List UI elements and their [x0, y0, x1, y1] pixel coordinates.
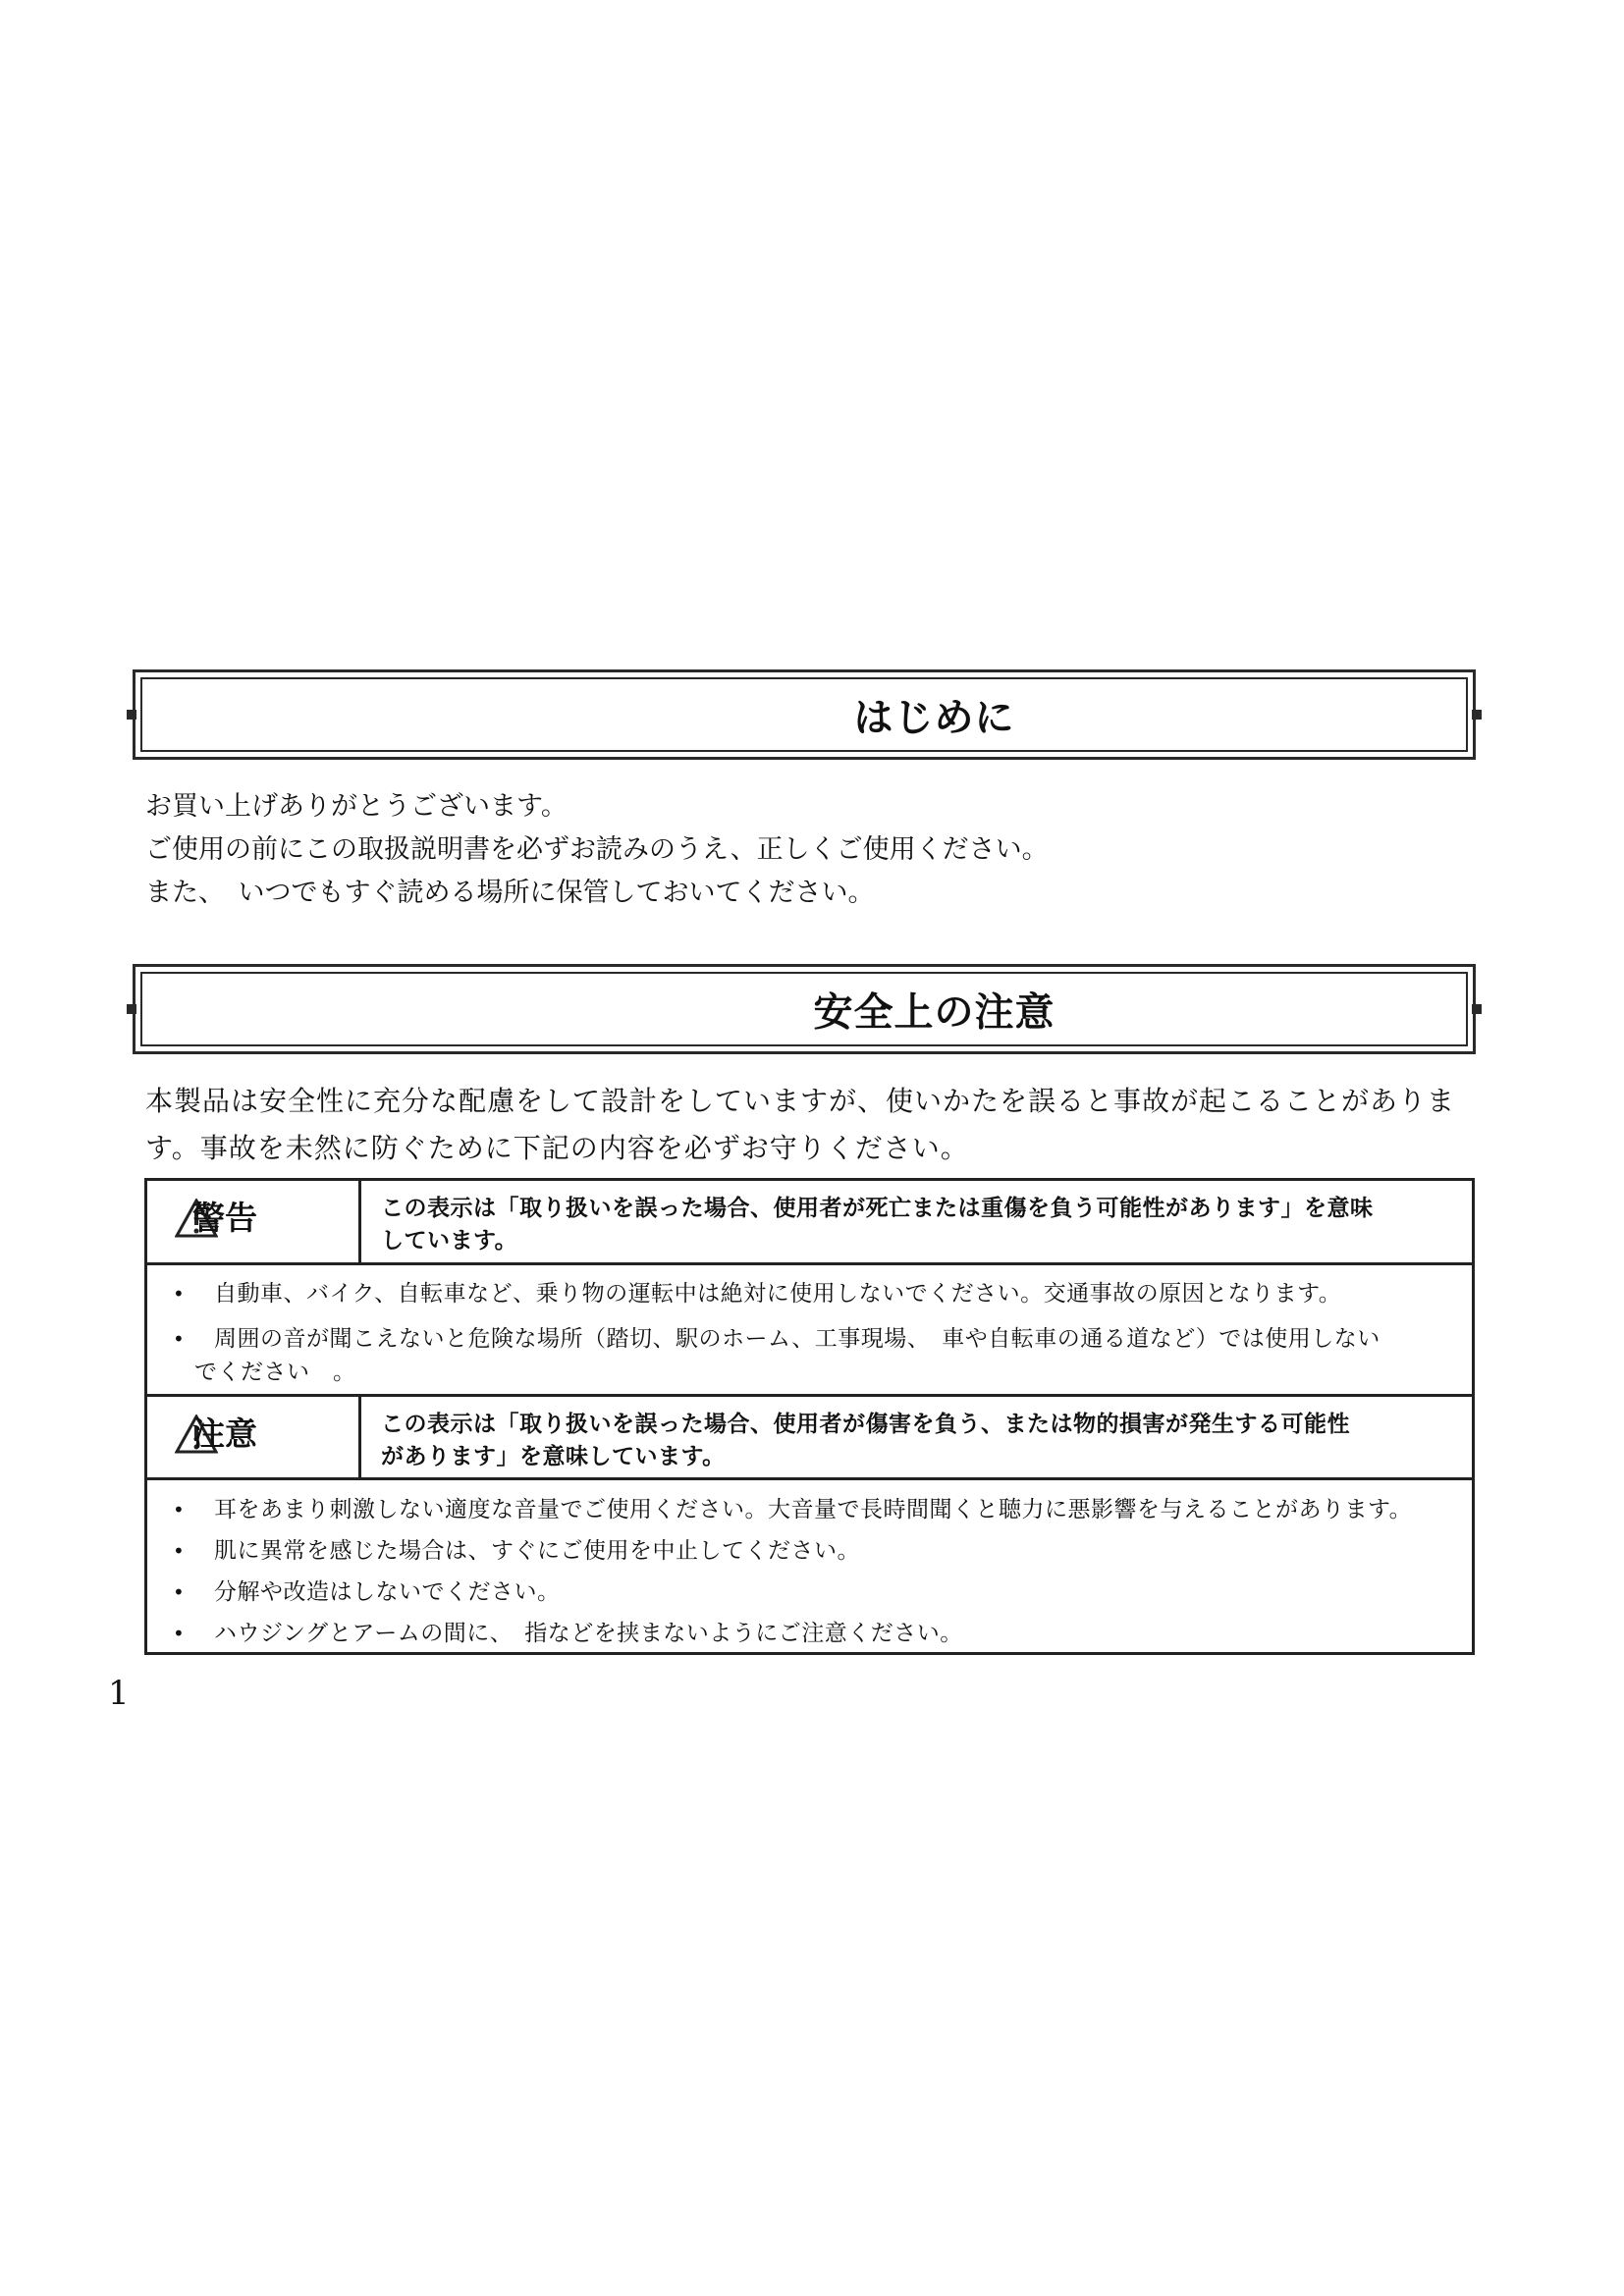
caution-item-text-4: ハウジングとアームの間に、 指などを挟まないようにご注意ください。	[214, 1621, 963, 1646]
caution-item-text-2: 肌に異常を感じた場合は、すぐにご使用を中止してください。	[214, 1538, 860, 1564]
safety-notice-table	[144, 1178, 1475, 1655]
safety-intro-paragraph	[145, 1078, 1540, 1172]
caution-item-text-3: 分解や改造はしないでください。	[214, 1579, 561, 1605]
warning-item-text-3: でください 。	[194, 1360, 356, 1385]
caution-items	[147, 1493, 1472, 1650]
bullet-icon: •	[173, 1539, 186, 1563]
page-number: 1	[108, 1674, 130, 1713]
safety-intro-line-2: す。事故を未然に防ぐために下記の内容を必ずお守りください。	[145, 1132, 969, 1164]
intro-heading: はじめに	[853, 695, 1015, 741]
caution-label: 注意	[192, 1415, 257, 1453]
caution-description	[381, 1409, 1500, 1473]
bullet-icon: •	[173, 1327, 186, 1351]
warning-desc-line-2: しています。	[381, 1228, 518, 1254]
caution-item	[147, 1534, 1472, 1568]
safety-heading-banner	[133, 964, 1476, 1054]
warning-label: 警告	[192, 1199, 257, 1237]
bullet-icon: •	[173, 1498, 186, 1522]
warning-label-cell	[147, 1181, 361, 1262]
caution-item	[147, 1493, 1472, 1526]
caution-item	[147, 1575, 1472, 1609]
caution-header-row	[147, 1394, 1472, 1480]
caution-desc-line-1: この表示は「取り扱いを誤った場合、使用者が傷害を負う、または物的損害が発生する可能性	[381, 1412, 1350, 1437]
warning-item-text-1: 自動車、バイク、自転車など、乗り物の運転中は絶対に使用しないでください。交通事故の原因となります。	[214, 1281, 1342, 1307]
warning-header-row	[147, 1181, 1472, 1265]
warning-items	[147, 1277, 1472, 1389]
intro-line-1: お買い上げありがとうございます。	[145, 791, 568, 822]
intro-line-3: また、 いつでもすぐ読める場所に保管しておいてください。	[145, 878, 875, 908]
intro-heading-banner	[133, 669, 1476, 760]
warning-desc-line-1: この表示は「取り扱いを誤った場合、使用者が死亡または重傷を負う可能性があります」を意味	[381, 1196, 1374, 1221]
safety-heading: 安全上の注意	[813, 989, 1056, 1036]
caution-item	[147, 1617, 1472, 1650]
caution-label-cell	[147, 1397, 361, 1477]
banner-right-ornament	[1472, 1004, 1482, 1014]
safety-intro-line-1: 本製品は安全性に充分な配慮をして設計をしていますが、使いかたを誤ると事故が起こることがありま	[145, 1085, 1456, 1117]
warning-item	[147, 1322, 1472, 1356]
bullet-icon: •	[173, 1622, 186, 1645]
banner-right-ornament	[1472, 710, 1482, 720]
warning-item-text-2: 周囲の音が聞こえないと危険な場所（踏切、駅のホーム、工事現場、 車や自転車の通る道など）では使用しない	[214, 1326, 1380, 1352]
warning-item-continuation	[147, 1356, 1472, 1389]
caution-desc-line-2: があります」を意味しています。	[381, 1444, 726, 1469]
caution-item-text-1: 耳をあまり刺激しない適度な音量でご使用ください。大音量で長時間聞くと聴力に悪影響を与えることがあります。	[214, 1497, 1413, 1522]
bullet-icon: •	[173, 1282, 186, 1306]
bullet-icon: •	[173, 1580, 186, 1604]
intro-line-2: ご使用の前にこの取扱説明書を必ずお読みのうえ、正しくご使用ください。	[145, 834, 1049, 865]
intro-paragraph	[145, 785, 1049, 915]
warning-description	[381, 1193, 1500, 1257]
warning-item	[147, 1277, 1472, 1310]
